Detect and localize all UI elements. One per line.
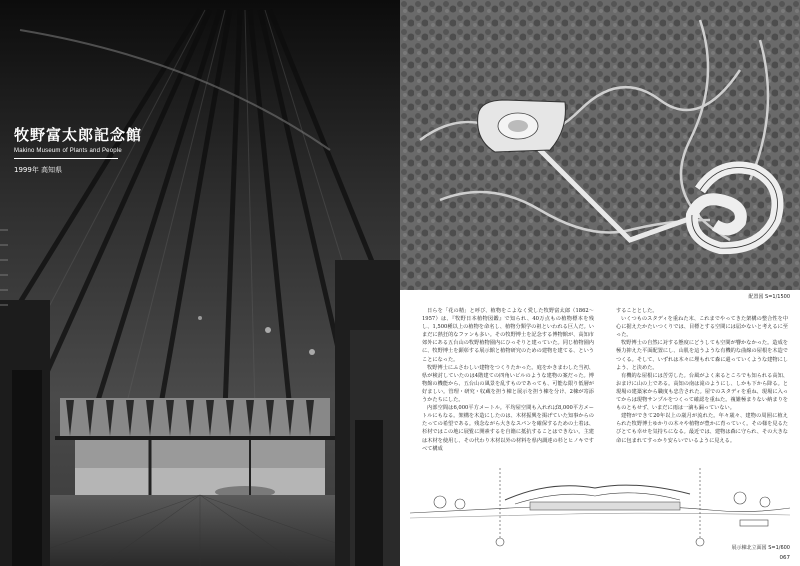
site-plan-caption: 配置図 S=1/1500 [748, 294, 790, 300]
section-caption: 展示棟北立面図 S=1/600 [731, 545, 790, 551]
paragraph: することとした。 [616, 308, 658, 314]
paragraph: 牧野博士にふさわしい建物をつくりたかった。庭をかきまわした当初、県が検討していたのは4階建ての四角いビルのような建物の案だった。博物館の機能から、五台山の風景を乱すものであっても、可能な限り低層が好ましい。管理・研究・収蔵を担う棟と展示を担う棟を分け、2棟が寄添うかたちにした。 [422, 364, 594, 404]
body-column-2 [616, 307, 788, 445]
page-number: 067 [779, 555, 790, 561]
section-elevation-drawing [410, 458, 790, 550]
title-divider [14, 158, 118, 159]
site-plan-image [400, 0, 800, 290]
paragraph: 日らを「花の精」と呼び、植物をこよなく愛した牧野富太郎（1862〜1957）は、『牧野日本植物図鑑』で知られ、40万点もの植物標本を残し、1,500種以上の植物を命名し、植物分類学の祖といわれる巨人だ。いまだに熱狂的なファンも多い。その牧野博士を記念する博物館が、高知市郊外にある五台山の牧野植物園内にひっそりと建っていた。同じ植物園内に、牧野博士を顕彰する展示館と植物研究のための建物を建てる、ということになった。 [422, 308, 594, 363]
project-meta: 1999年 高知県 [14, 166, 63, 174]
paragraph: 建物ができて20年以上の歳月が流れた。年々歳々、建物の周囲に植えられた牧野博士ゆかりの木々や植物が豊かに育っていく。その様を見るたびとても幸せを気持ちになる。最近では、建物は森に守られ、その大きな命に包まれてすっかり安らいでいるように見える。 [616, 413, 788, 444]
paragraph: 内部空間は6,000平方メートル。平均屋空間も入れれば8,000平方メートルにもなる。架構を木造にしたのは、木材振興を掲げていた知事からのたっての希望である。残念ながら大きなスパンを確保するための土着は、杉材ではこの地に展覧に開素するを自籍に抵抗することはできない。主建は木材を使用し、その代わり木材以外の材料を県内調達の杉とヒノキですべて構成 [422, 405, 594, 452]
page-title: 牧野富太郎記念館 [14, 126, 143, 144]
page-edge-ticks [0, 0, 10, 566]
body-column-1 [422, 307, 594, 453]
paragraph: 有機的な屋根には苦労した。台風がよく来るところでも知られる高知、おまけに山の上である。高知の南は滝のようにし、しかも下から降る。と現場の建築家から職度も忠告された。屋でのスタディを重ね、現場に入ってからは現物サンプルをつくって確認を重ねた。複雑極まりない納まりをものともせず、いまだに雨は一滴も漏っていない。 [616, 372, 788, 412]
site-plan-drawing [400, 0, 800, 290]
title-block [14, 124, 142, 175]
body-text [422, 307, 788, 452]
right-page [400, 0, 800, 566]
page-subtitle-english: Makino Museum of Plants and People [14, 148, 122, 154]
paragraph: 牧野博士の自然に対する態度にどうしても空間が響かなかった。造成を極力抑えた平面配置にし、山肌を這うような有機的な曲線の屋根を木造でつくる。そして、いずれは木々に埋もれて森に還っていくような建物にしよう、と決めた。 [616, 340, 788, 371]
paragraph: いくつものスタディを重ねた末、これまでやってきた架構の整合性を中心に据えたかたいつくりでは、目標とする空間には届かないと考えるに至った。 [616, 316, 788, 339]
